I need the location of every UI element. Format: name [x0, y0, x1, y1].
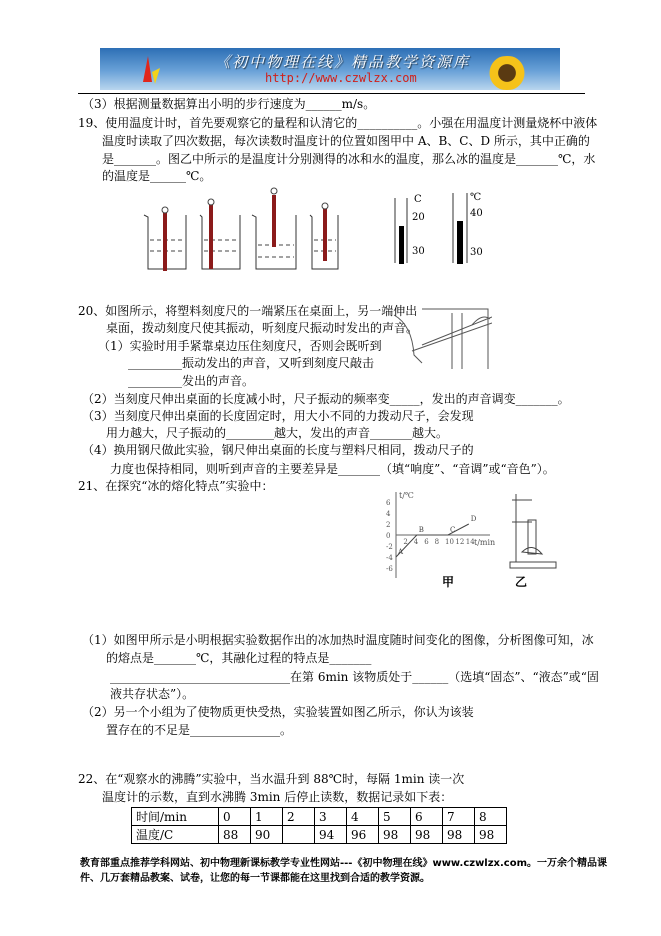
q19-line: 的温度是______℃。: [102, 169, 212, 183]
banner-title: 《初中物理在线》精品教学资源库: [215, 53, 471, 71]
boiling-data-table: [131, 807, 507, 844]
q21-line: （1）如图甲所示是小明根据实验数据作出的冰加热时温度随时间变化的图像，分析图像可知，冰: [82, 633, 594, 647]
x-tick-label: 12: [455, 538, 465, 546]
ruler-on-desk-figure: [392, 305, 492, 371]
x-tick-label: 2: [403, 538, 408, 546]
table-cell: 3: [315, 808, 347, 826]
site-logo-icon: [140, 54, 162, 86]
footer-line: 件、几万套精品教案、试卷，让您的每一节课都能在这里找到合适的教学资源。: [80, 873, 430, 884]
footer-line: 教育部重点推荐学科网站、初中物理新课标教学专业性网站---《初中物理在线》www.czwlzx.com。一万余个精品课: [80, 858, 608, 869]
q21-line: 液共存状态”）。: [110, 687, 195, 701]
table-cell: 98: [411, 826, 443, 844]
table-row: [132, 808, 507, 826]
header-rule: [78, 93, 585, 94]
x-tick-label: 14: [465, 538, 475, 546]
point-label: D: [470, 515, 477, 523]
y-tick-label: 2: [386, 521, 391, 529]
q20-line: （4）换用钢尺做此实验，钢尺伸出桌面的长度与塑料尺相同，拨动尺子的: [82, 443, 474, 457]
y-tick-label: 0: [386, 532, 391, 540]
heating-apparatus-figure: [508, 490, 558, 570]
q20-line: （2）当刻度尺伸出桌面的长度减小时，尺子振动的频率变_____，发出的声音调变_______。: [82, 392, 570, 406]
table-cell: 98: [475, 826, 507, 844]
y-tick-label: -4: [386, 554, 393, 562]
figure-caption-yi: 乙: [515, 575, 528, 589]
table-cell: 8: [475, 808, 507, 826]
point-label: C: [450, 526, 456, 534]
thermometer-readings-figure: [390, 188, 490, 268]
thermo2-unit: ℃: [470, 192, 482, 203]
y-tick-label: 6: [386, 499, 391, 507]
y-tick-label: -2: [386, 543, 393, 551]
table-cell: 0: [219, 808, 251, 826]
banner-url: http://www.czwlzx.com: [265, 71, 417, 85]
q21-line: 置存在的不足是_______________。: [106, 723, 293, 737]
q20-line: 力度也保持相同，则听到声音的主要差异是_______（填“响度”、“音调”或“音色”）。: [110, 462, 555, 476]
q22-line: 温度计的示数，直到水沸腾 3min 后停止读数，数据记录如下表：: [102, 790, 453, 804]
q19-line: 19、使用温度计时，首先要观察它的量程和认清它的__________。小强在用温度计测量烧杯中液体: [78, 116, 598, 130]
q20-line: （3）当刻度尺伸出桌面的长度固定时，用大小不同的力拨动尺子，会发现: [82, 409, 474, 423]
x-tick-label: 10: [445, 538, 454, 546]
q20-line: 用力越大，尺子振动的________越大，发出的声音_______越大。: [106, 426, 449, 440]
thermo2-tick: 30: [470, 247, 483, 258]
sunflower-image: [484, 56, 530, 90]
thermo1-unit: C: [414, 194, 422, 205]
table-cell: 7: [443, 808, 475, 826]
figure-caption-jia: 甲: [442, 575, 455, 589]
q20-line: （1）实验时用手紧靠桌边压住刻度尺，否则会既听到: [98, 339, 382, 353]
beakers-figure: [140, 185, 340, 273]
q22-line: 22、在“观察水的沸腾”实验中，当水温升到 88℃时，每隔 1min 读一次: [78, 772, 465, 786]
table-cell: [283, 826, 315, 844]
header-banner: [100, 48, 560, 90]
table-cell: 88: [219, 826, 251, 844]
q20-line: 桌面，拨动刻度尺使其振动，听刻度尺振动时发出的声音。: [106, 321, 419, 335]
x-axis-label: t/min: [474, 538, 496, 547]
table-cell: 98: [379, 826, 411, 844]
q21-line: 的熔点是_______℃，其融化过程的特点是_______: [106, 651, 372, 665]
thermo1-tick: 20: [412, 212, 425, 223]
table-cell: 5: [379, 808, 411, 826]
melting-graph: [378, 488, 503, 583]
table-cell: 温度/C: [132, 826, 219, 844]
table-cell: 90: [251, 826, 283, 844]
q21-line: （2）另一个小组为了使物质更快受热，实验装置如图乙所示，你认为该装: [82, 705, 474, 719]
x-tick-label: 8: [434, 538, 440, 546]
table-cell: 98: [443, 826, 475, 844]
y-tick-label: 4: [386, 510, 391, 518]
q20-line: 20、如图所示，将塑料刻度尺的一端紧压在桌面上，另一端伸出: [78, 304, 418, 318]
thermo2-tick: 40: [470, 208, 483, 219]
thermo1-tick: 30: [412, 246, 425, 257]
table-cell: 6: [411, 808, 443, 826]
q20-line: _________振动发出的声音，又听到刻度尺敲击: [128, 356, 375, 370]
table-cell: 时间/min: [132, 808, 219, 826]
q20-line: _________发出的声音。: [128, 374, 255, 388]
table-cell: 1: [251, 808, 283, 826]
x-tick-label: 4: [413, 538, 419, 546]
table-row: [132, 826, 507, 844]
point-label: A: [398, 548, 404, 556]
table-cell: 94: [315, 826, 347, 844]
table-cell: 4: [347, 808, 379, 826]
q21-line: ______________________________在第 6min 该物质处于______（选填“固态”、“液态”或“固: [110, 670, 599, 684]
y-axis-label: t/℃: [399, 491, 414, 500]
table-cell: 2: [283, 808, 315, 826]
point-label: B: [418, 526, 424, 534]
x-tick-label: 6: [424, 538, 429, 546]
q19-line: 温度时读取了四次数据，每次读数时温度计的位置如图甲中 A、B、C、D 所示，其中正确的: [102, 134, 590, 148]
q21-intro: 21、在探究“冰的熔化特点”实验中：: [78, 479, 274, 493]
q19-line: 是_______。图乙中所示的是温度计分别测得的冰和水的温度，那么冰的温度是_______℃，水: [102, 152, 596, 166]
y-tick-label: -6: [386, 565, 393, 573]
table-cell: 96: [347, 826, 379, 844]
q18-part3: （3）根据测量数据算出小明的步行速度为______m/s。: [82, 97, 376, 111]
